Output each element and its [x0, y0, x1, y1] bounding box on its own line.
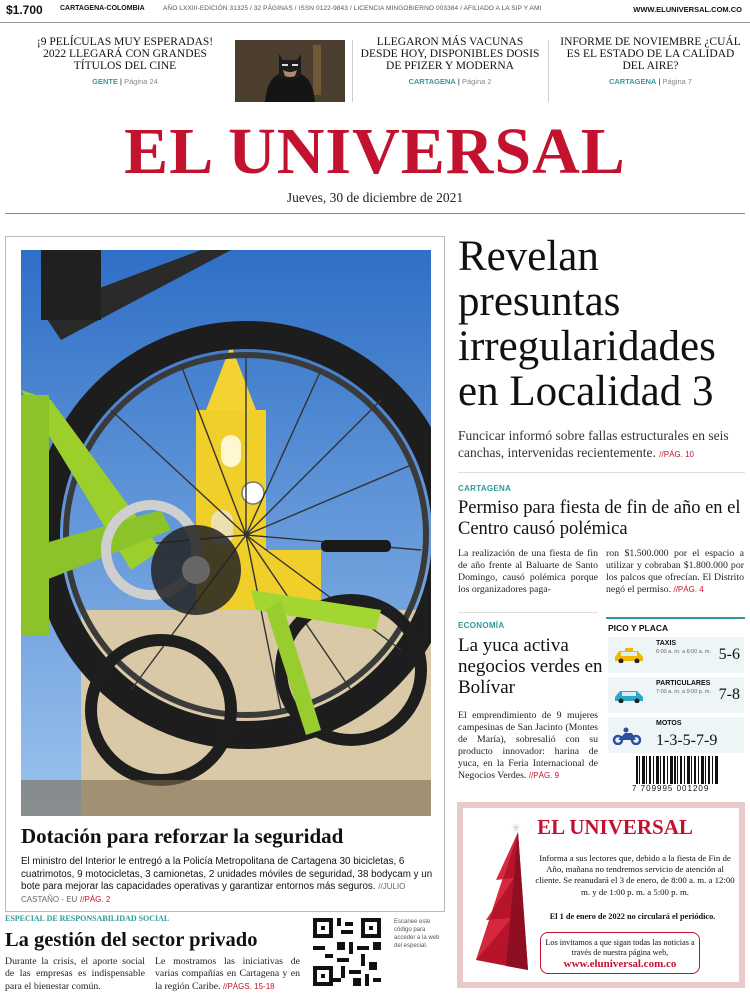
story-headline[interactable]: La yuca activa negocios verdes en Bolívar — [458, 635, 603, 698]
pyp-row-taxis — [608, 637, 744, 673]
rsp-body-col-1: Durante la crisis, el aporte social de las empresas es indispensable para el bienestar común. — [5, 956, 145, 992]
photo-credit: //JULIO CASTAÑO - EU — [21, 882, 406, 904]
pyp-label: MOTOS — [656, 720, 682, 727]
photo-story-text: El ministro del Interior le entregó a la Policía Metropolitana de Cartagena 30 bicicletas, 6 cuatrimotos, 9 motocicletas, 3 camionetas, 2 unidades móviles de seguridad, 38 bodycam y un bote para mejorar las capacidades operativas y garantizar entornos más seguros. — [21, 856, 433, 892]
page-ref[interactable]: //PÁG. 10 — [659, 450, 694, 459]
ad-logo: EL UNIVERSAL — [537, 815, 693, 839]
lead-dek-text: Funcicar informó sobre fallas estructurales en seis canchas, intervenidas recientemente. — [458, 428, 729, 460]
photo-story-title[interactable]: Dotación para reforzar la seguridad — [21, 824, 344, 848]
divider — [5, 213, 745, 214]
section-kicker: ESPECIAL DE RESPONSABILIDAD SOCIAL — [5, 914, 170, 923]
ad-invite — [540, 932, 700, 974]
pyp-row-motos — [608, 717, 744, 753]
divider — [458, 472, 745, 473]
page-ref[interactable]: //PÁG. 9 — [528, 771, 560, 780]
rsp-body-text: Le mostramos las iniciativas de varias compañías en Cartagena y en la región Caribe. — [155, 956, 300, 992]
bicycle-photo[interactable] — [21, 250, 431, 816]
car-icon — [612, 687, 646, 708]
page-ref[interactable]: //PÁG. 2 — [80, 894, 111, 904]
teaser-divider — [548, 40, 549, 102]
pyp-label: TAXIS — [656, 640, 677, 647]
story-body-text: El emprendimiento de 9 mujeres campesinas de San Jacinto (Montes de María), sobresalió con su producto innovador: harina de yuca, en la Feria Internacional de Negocios Verdes. — [458, 710, 598, 781]
pyp-row-particulares — [608, 677, 744, 713]
story-body — [458, 710, 598, 782]
teaser-section: GENTE — [92, 77, 118, 86]
teaser-page: Página 2 — [461, 77, 492, 86]
qr-code[interactable] — [313, 918, 381, 986]
qr-caption: Escanee este código para acceder a la web del especial. — [394, 919, 440, 949]
teaser-title: INFORME DE NOVIEMBRE ¿CUÁL ES EL ESTADO DE LA CALIDAD DEL AIRE? — [560, 36, 741, 72]
story-headline[interactable]: Permiso para fiesta de fin de año en el Centro causó polémica — [458, 498, 741, 539]
dateline: Jueves, 30 de diciembre de 2021 — [286, 190, 464, 205]
divider — [458, 612, 598, 613]
barcode-number: 7 709995 001209 — [632, 784, 710, 793]
pico-y-placa-box — [606, 617, 745, 749]
pyp-digits: 5-6 — [718, 646, 740, 663]
teaser-title: ¡9 PELÍCULAS MUY ESPERADAS! 2022 LLEGARÁ CON GRANDES TÍTULOS DEL CINE — [36, 36, 214, 72]
lead-headline[interactable]: Revelan presuntas irregularidades en Localidad 3 — [458, 233, 716, 415]
teaser-movies[interactable]: ¡9 PELÍCULAS MUY ESPERADAS! 2022 LLEGARÁ CON GRANDES TÍTULOS DEL CINE GENTE | Página 24 — [30, 36, 220, 100]
rsp-body-col-2 — [155, 956, 300, 993]
page-ref[interactable]: //PÁGS. 15-18 — [223, 981, 275, 991]
pico-y-placa-title: PICO Y PLACA — [608, 623, 669, 633]
section-kicker: CARTAGENA — [458, 484, 512, 493]
ad-invite-text: Los invitamos a que sigan todas las noticias a través de nuestra página web, — [545, 938, 695, 957]
lead-dek — [458, 427, 743, 463]
teaser-page: Página 7 — [662, 77, 693, 86]
price: $1.700 — [6, 3, 43, 17]
story-body-text: ron $1.500.000 por el espacio a utilizar y cobraban $1.800.000 por los palcos que ofrecían. El Distrito negó el permiso. — [606, 548, 744, 595]
ad-url-link[interactable]: www.eluniversal.com.co — [563, 958, 677, 970]
story-body-col-2 — [606, 548, 744, 596]
pyp-digits: 7-8 — [718, 686, 740, 703]
masthead-logo: EL UNIVERSAL — [124, 115, 626, 188]
teaser-title: LLEGARON MÁS VACUNAS DESDE HOY, DISPONIBLES DOSIS DE PFIZER Y MODERNA — [360, 36, 540, 72]
teaser-vaccines[interactable]: LLEGARON MÁS VACUNAS DESDE HOY, DISPONIBLES DOSIS DE PFIZER Y MODERNA CARTAGENA | Página 2 — [360, 36, 540, 86]
photo-story-body — [21, 856, 433, 906]
teaser-section: CARTAGENA — [408, 77, 456, 86]
svg-text:✳: ✳ — [510, 821, 522, 835]
pyp-digits: 1-3-5-7-9 — [656, 732, 718, 749]
motorcycle-icon — [612, 727, 642, 750]
edition-info: AÑO LXXIII-EDICIÓN 31325 / 32 PÁGINAS / ISSN 0122-9843 / LICENCIA MINGOBIERNO 003384 / AFILIADO A LA SIP Y AMI — [163, 5, 542, 12]
pyp-label: PARTICULARES — [656, 680, 711, 687]
ad-body: Informa a sus lectores que, debido a la fiesta de Fin de Año, mañana no tendremos servicio de atención al cliente. Se reanudará el 3 de enero, de 8:00 a. m. a 12:00 m. y de 1:00 p. m. a 5:00 p. m. — [535, 853, 735, 897]
website-link[interactable]: WWW.ELUNIVERSAL.COM.CO — [633, 5, 742, 14]
pyp-hours: 6:00 a. m. a 6:00 a. m. — [656, 649, 712, 655]
pyp-hours: 7:00 a. m. a 9:00 p. m. — [656, 689, 712, 695]
story-body-col-1: La realización de una fiesta de fin de año frente al Baluarte de Santo Domingo, causó polémica porque los organizadores paga- — [458, 548, 598, 595]
city-label: CARTAGENA-COLOMBIA — [60, 5, 145, 12]
taxi-icon — [612, 647, 646, 668]
rsp-headline[interactable]: La gestión del sector privado — [5, 929, 258, 951]
batman-thumbnail[interactable] — [235, 40, 345, 102]
barcode — [636, 756, 718, 784]
teaser-air-quality[interactable]: INFORME DE NOVIEMBRE ¿CUÁL ES EL ESTADO DE LA CALIDAD DEL AIRE? CARTAGENA | Página 7 — [558, 36, 743, 100]
section-kicker: ECONOMÍA — [458, 621, 505, 630]
ad-note: El 1 de enero de 2022 no circulará el periódico. — [549, 912, 716, 921]
teaser-divider — [352, 40, 353, 102]
teaser-section: CARTAGENA — [608, 77, 657, 86]
teaser-page: Página 24 — [124, 77, 158, 86]
christmas-tree-icon — [466, 820, 536, 980]
page-ref[interactable]: //PÁG. 4 — [673, 585, 704, 594]
